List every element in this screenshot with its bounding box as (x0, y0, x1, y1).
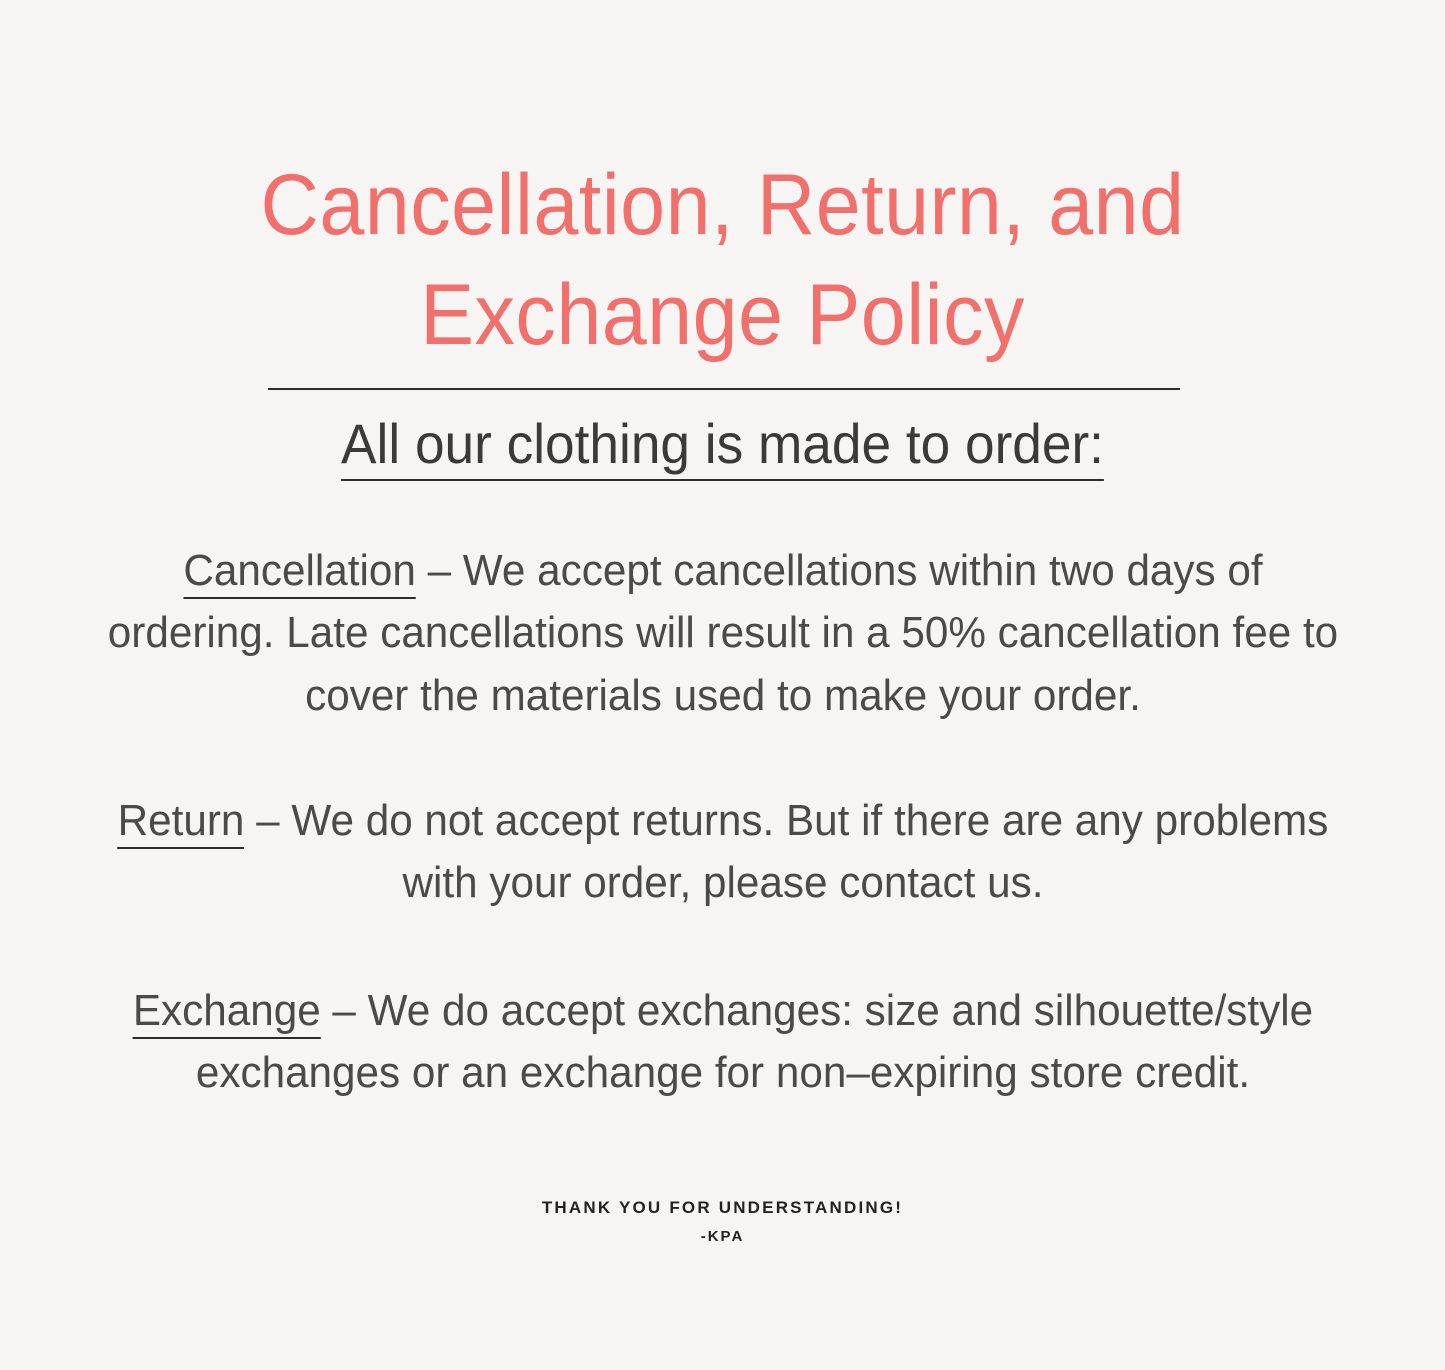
section-return-lead: Return (118, 796, 245, 849)
section-cancellation (104, 540, 1342, 727)
footer-signature: -KPA (700, 1228, 745, 1245)
section-exchange (104, 980, 1342, 1105)
page-subtitle-text: All our clothing is made to order: (341, 412, 1104, 481)
section-exchange-body: – We do accept exchanges: size and silhouette/style exchanges or an exchange for non–expiring store credit. (195, 986, 1314, 1098)
section-exchange-lead: Exchange (133, 986, 321, 1039)
section-return-body: – We do not accept returns. But if there are any problems with your order, please contact us. (244, 796, 1329, 908)
title-divider (268, 388, 1180, 390)
page-subtitle (141, 410, 1305, 477)
section-return (104, 790, 1342, 915)
section-cancellation-lead: Cancellation (183, 546, 415, 599)
page-title: Cancellation, Return, and Exchange Policy (260, 157, 1185, 364)
footer-thanks: THANK YOU FOR UNDERSTANDING! (541, 1198, 904, 1217)
section-cancellation-body: – We accept cancellations within two days of ordering. Late cancellations will result in a 50% cancellation fee to cover the materials used to make your order. (107, 546, 1339, 720)
